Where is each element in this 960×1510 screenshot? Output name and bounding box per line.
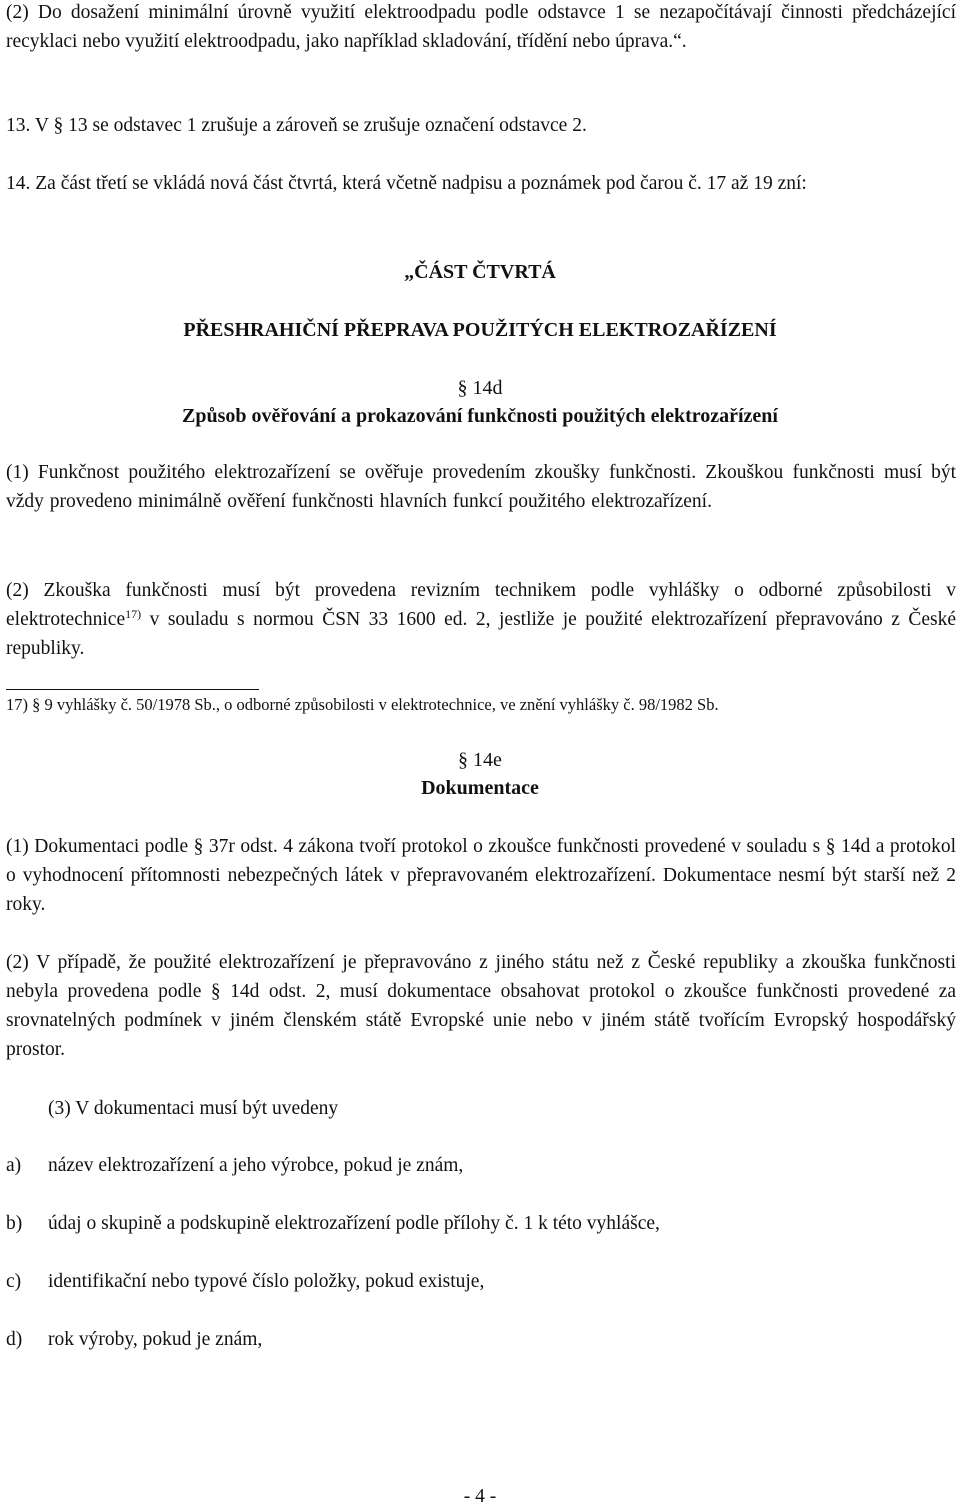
part-heading: „ČÁST ČTVRTÁ bbox=[404, 261, 556, 283]
section-14e-paragraph-2: (2) V případě, že použité elektrozařízení je přepravováno z jiného státu než z České republiky a zkouška funkčnosti nebyla provedena podle § 14d odst. 2, musí dokumentace obsahovat protokol o zkoušce funkčnosti provedené za srovnatelných podmínek v jiném členském státě Evropské unie nebo v jiném státě tvořícím Evropský hospodářský prostor. bbox=[6, 952, 956, 1060]
p2-text-after: v souladu s normou ČSN 33 1600 ed. 2, jestliže je použité elektrozařízení přepravováno z České republiky. bbox=[6, 609, 956, 659]
section-14e-title: Dokumentace bbox=[421, 777, 539, 799]
section-14d-number: § 14d bbox=[457, 377, 503, 399]
p2-text-before: (2) Zkouška funkčnosti musí být provedena revizním technikem podle vyhlášky o odborné způsobilosti v elektrotechnice bbox=[6, 580, 956, 630]
list-item-label: c) bbox=[6, 1271, 22, 1292]
item-14: 14. Za část třetí se vkládá nová část čtvrtá, která včetně nadpisu a poznámek pod čarou č. 17 až 19 zní: bbox=[6, 173, 807, 194]
section-14d-paragraph-1: (1) Funkčnost použitého elektrozařízení se ověřuje provedením zkoušky funkčnosti. Zkouškou funkčnosti musí být vždy provedeno minimálně ověření funkčnosti hlavních funkcí použitého elektrozařízení. bbox=[6, 462, 956, 512]
list-item-text: identifikační nebo typové číslo položky, pokud existuje, bbox=[48, 1271, 485, 1292]
section-14d-paragraph-2 bbox=[6, 576, 956, 663]
list-item-text: rok výroby, pokud je znám, bbox=[48, 1329, 263, 1350]
intro-paragraph: (2) Do dosažení minimální úrovně využití elektroodpadu podle odstavce 1 se nezapočítávají činnosti předcházející recyklaci nebo využití elektroodpadu, jako například skladování, třídění nebo úprava.“. bbox=[6, 2, 956, 52]
list-item-label: a) bbox=[6, 1155, 22, 1176]
footnote-ref: 17) bbox=[125, 607, 142, 621]
section-14e-paragraph-3: (3) V dokumentaci musí být uvedeny bbox=[48, 1098, 339, 1119]
footnote-divider bbox=[6, 689, 259, 690]
item-13: 13. V § 13 se odstavec 1 zrušuje a zároveň se zrušuje označení odstavce 2. bbox=[6, 115, 587, 136]
section-14e-paragraph-1: (1) Dokumentaci podle § 37r odst. 4 zákona tvoří protokol o zkoušce funkčnosti provedené v souladu s § 14d a protokol o vyhodnocení přítomnosti nebezpečných látek v přepravovaném elektrozařízení. Dokumentace nesmí být starší než 2 roky. bbox=[6, 836, 956, 915]
section-14d-title: Způsob ověřování a prokazování funkčnosti použitých elektrozařízení bbox=[182, 405, 778, 427]
list-item-label: b) bbox=[6, 1213, 23, 1234]
list-item-text: údaj o skupině a podskupině elektrozařízení podle přílohy č. 1 k této vyhlášce, bbox=[48, 1213, 660, 1234]
page-number: - 4 - bbox=[463, 1486, 497, 1507]
list-item-label: d) bbox=[6, 1329, 23, 1350]
part-title: PŘESHRAHIČNÍ PŘEPRAVA POUŽITÝCH ELEKTROZAŘÍZENÍ bbox=[183, 319, 777, 341]
list-item-text: název elektrozařízení a jeho výrobce, pokud je znám, bbox=[48, 1155, 464, 1176]
footnote: 17) § 9 vyhlášky č. 50/1978 Sb., o odborné způsobilosti v elektrotechnice, ve znění vyhlášky č. 98/1982 Sb. bbox=[6, 695, 719, 714]
section-14e-number: § 14e bbox=[458, 749, 502, 771]
